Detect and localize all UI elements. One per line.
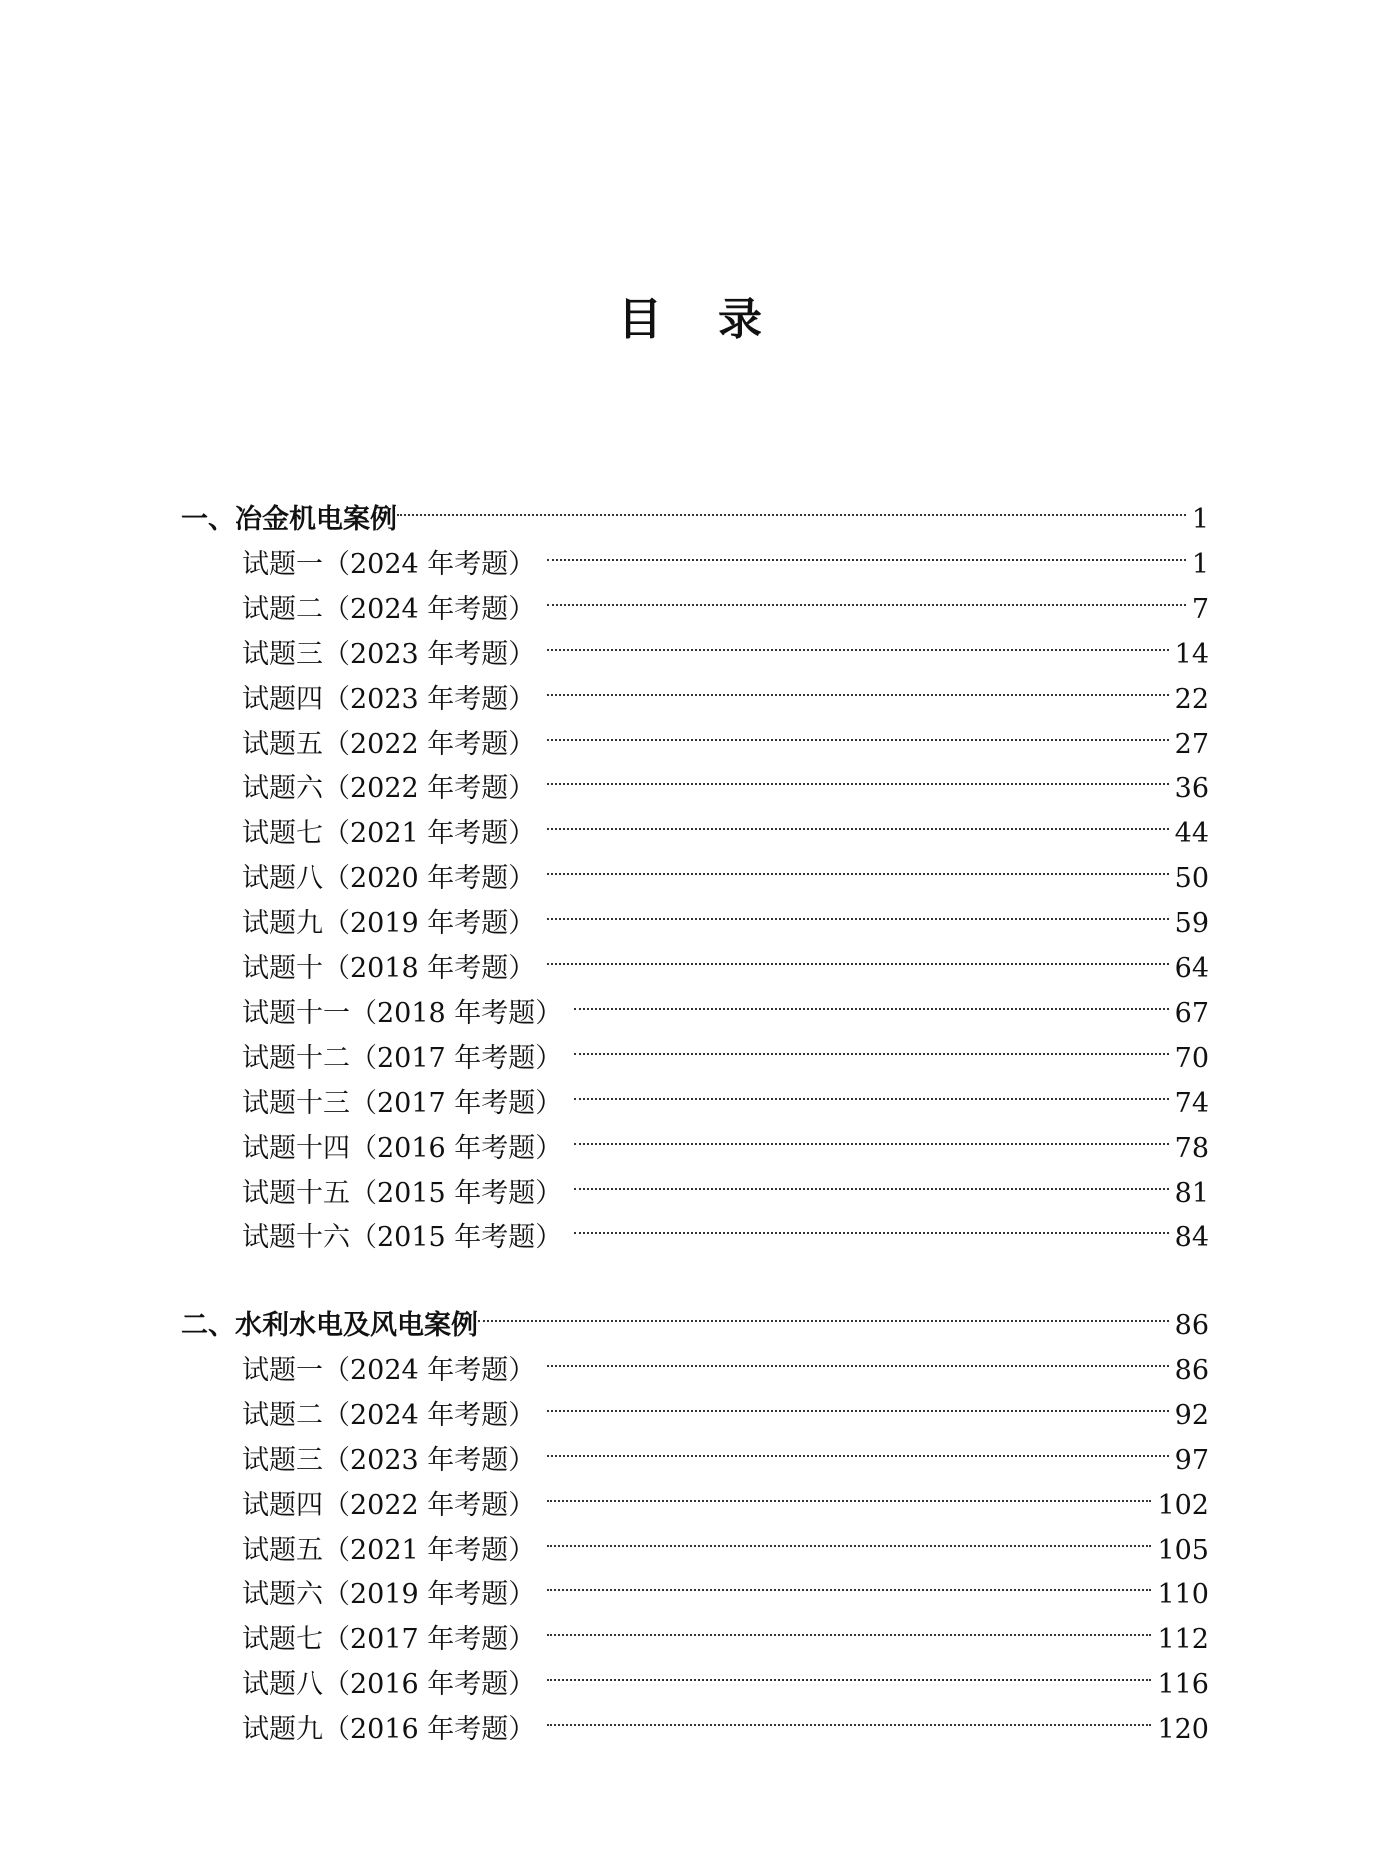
toc-entry[interactable] [242, 843, 1209, 894]
toc-entry-label: 试题十一（2018 年考题） [242, 998, 563, 1029]
toc-entry-label: 试题六（2019 年考题） [242, 1579, 536, 1610]
dot-leader [397, 484, 1186, 528]
page-number: 110 [1157, 1579, 1209, 1610]
dot-leader [547, 1470, 1151, 1514]
toc-entry[interactable] [242, 1604, 1209, 1655]
dot-leader [547, 1425, 1168, 1469]
page-number: 78 [1174, 1133, 1209, 1164]
toc-section-heading[interactable] [181, 1290, 1209, 1341]
page-number: 1 [1191, 504, 1209, 535]
page-number: 70 [1174, 1043, 1209, 1074]
toc-entry[interactable] [242, 978, 1209, 1029]
toc-entry-label: 试题十五（2015 年考题） [242, 1178, 563, 1209]
dot-leader [478, 1290, 1169, 1334]
toc-entry-label: 试题三（2023 年考题） [242, 1445, 536, 1476]
toc-entry[interactable] [242, 1335, 1209, 1386]
dot-leader [547, 1694, 1151, 1738]
toc-entry-label: 试题九（2019 年考题） [242, 908, 536, 939]
toc-section-heading[interactable] [181, 484, 1209, 535]
page-number: 22 [1174, 684, 1209, 715]
dot-leader [547, 1559, 1151, 1603]
toc-entry[interactable] [242, 664, 1209, 715]
toc-section-label: 一、冶金机电案例 [181, 504, 397, 535]
dot-leader [547, 1380, 1168, 1424]
toc-entry[interactable] [242, 1202, 1209, 1253]
page-number: 50 [1174, 863, 1209, 894]
dot-leader [547, 1604, 1151, 1648]
page-number: 67 [1174, 998, 1209, 1029]
page-number: 86 [1174, 1310, 1209, 1341]
dot-leader [547, 1649, 1151, 1693]
toc-entry-label: 试题五（2021 年考题） [242, 1535, 536, 1566]
dot-leader [547, 933, 1168, 977]
page-number: 120 [1157, 1714, 1209, 1745]
toc-entry-label: 试题三（2023 年考题） [242, 639, 536, 670]
page-title: 目 录 [618, 294, 768, 345]
page-number: 1 [1191, 549, 1209, 580]
toc-entry[interactable] [242, 529, 1209, 580]
dot-leader [547, 1515, 1151, 1559]
page-number: 86 [1174, 1355, 1209, 1386]
toc-entry-label: 试题二（2024 年考题） [242, 594, 536, 625]
dot-leader [574, 1158, 1168, 1202]
toc-entry[interactable] [242, 1515, 1209, 1566]
toc-entry-label: 试题七（2017 年考题） [242, 1624, 536, 1655]
page-number: 81 [1174, 1178, 1209, 1209]
page-number: 74 [1174, 1088, 1209, 1119]
toc-entry-label: 试题八（2016 年考题） [242, 1669, 536, 1700]
dot-leader [574, 978, 1168, 1022]
toc-entry-label: 试题四（2023 年考题） [242, 684, 536, 715]
dot-leader [547, 798, 1168, 842]
toc-entry[interactable] [242, 1425, 1209, 1476]
dot-leader [547, 843, 1168, 887]
toc-entry[interactable] [242, 1380, 1209, 1431]
page-number: 112 [1157, 1624, 1209, 1655]
toc-entry-label: 试题一（2024 年考题） [242, 549, 536, 580]
toc-entry-label: 试题四（2022 年考题） [242, 1490, 536, 1521]
toc-entry[interactable] [242, 619, 1209, 670]
page-number: 84 [1174, 1222, 1209, 1253]
page-number: 92 [1174, 1400, 1209, 1431]
dot-leader [547, 574, 1186, 618]
toc-entry-label: 试题七（2021 年考题） [242, 818, 536, 849]
page-number: 7 [1191, 594, 1209, 625]
toc-entry[interactable] [242, 1113, 1209, 1164]
toc-entry-label: 试题一（2024 年考题） [242, 1355, 536, 1386]
toc-entry[interactable] [242, 1158, 1209, 1209]
page-number: 64 [1174, 953, 1209, 984]
dot-leader [547, 664, 1168, 708]
toc-entry[interactable] [242, 709, 1209, 760]
toc-entry[interactable] [242, 1068, 1209, 1119]
toc-entry-label: 试题十三（2017 年考题） [242, 1088, 563, 1119]
dot-leader [547, 888, 1168, 932]
page-number: 97 [1174, 1445, 1209, 1476]
dot-leader [547, 619, 1168, 663]
toc-entry[interactable] [242, 1023, 1209, 1074]
dot-leader [574, 1068, 1168, 1112]
page-number: 44 [1174, 818, 1209, 849]
dot-leader [574, 1202, 1168, 1246]
toc-entry[interactable] [242, 888, 1209, 939]
toc-entry-label: 试题十（2018 年考题） [242, 953, 536, 984]
dot-leader [547, 753, 1168, 797]
toc-entry[interactable] [242, 798, 1209, 849]
page-number: 36 [1174, 773, 1209, 804]
toc-entry[interactable] [242, 574, 1209, 625]
dot-leader [574, 1023, 1168, 1067]
toc-entry-label: 试题二（2024 年考题） [242, 1400, 536, 1431]
dot-leader [574, 1113, 1168, 1157]
page-number: 105 [1157, 1535, 1209, 1566]
toc-entry-label: 试题八（2020 年考题） [242, 863, 536, 894]
page-number: 102 [1157, 1490, 1209, 1521]
toc-entry[interactable] [242, 1694, 1209, 1745]
page-number: 59 [1174, 908, 1209, 939]
toc-entry-label: 试题六（2022 年考题） [242, 773, 536, 804]
toc-entry-label: 试题十六（2015 年考题） [242, 1222, 563, 1253]
toc-entry-label: 试题五（2022 年考题） [242, 729, 536, 760]
dot-leader [547, 529, 1186, 573]
page-number: 14 [1174, 639, 1209, 670]
toc-entry-label: 试题十四（2016 年考题） [242, 1133, 563, 1164]
dot-leader [547, 709, 1168, 753]
toc-entry[interactable] [242, 1559, 1209, 1610]
page-number: 27 [1174, 729, 1209, 760]
toc-entry[interactable] [242, 753, 1209, 804]
toc-entry-label: 试题九（2016 年考题） [242, 1714, 536, 1745]
dot-leader [547, 1335, 1168, 1379]
toc-section-label: 二、水利水电及风电案例 [181, 1310, 478, 1341]
toc-entry[interactable] [242, 933, 1209, 984]
toc-entry-label: 试题十二（2017 年考题） [242, 1043, 563, 1074]
page-number: 116 [1157, 1669, 1209, 1700]
toc-entry[interactable] [242, 1470, 1209, 1521]
toc-entry[interactable] [242, 1649, 1209, 1700]
